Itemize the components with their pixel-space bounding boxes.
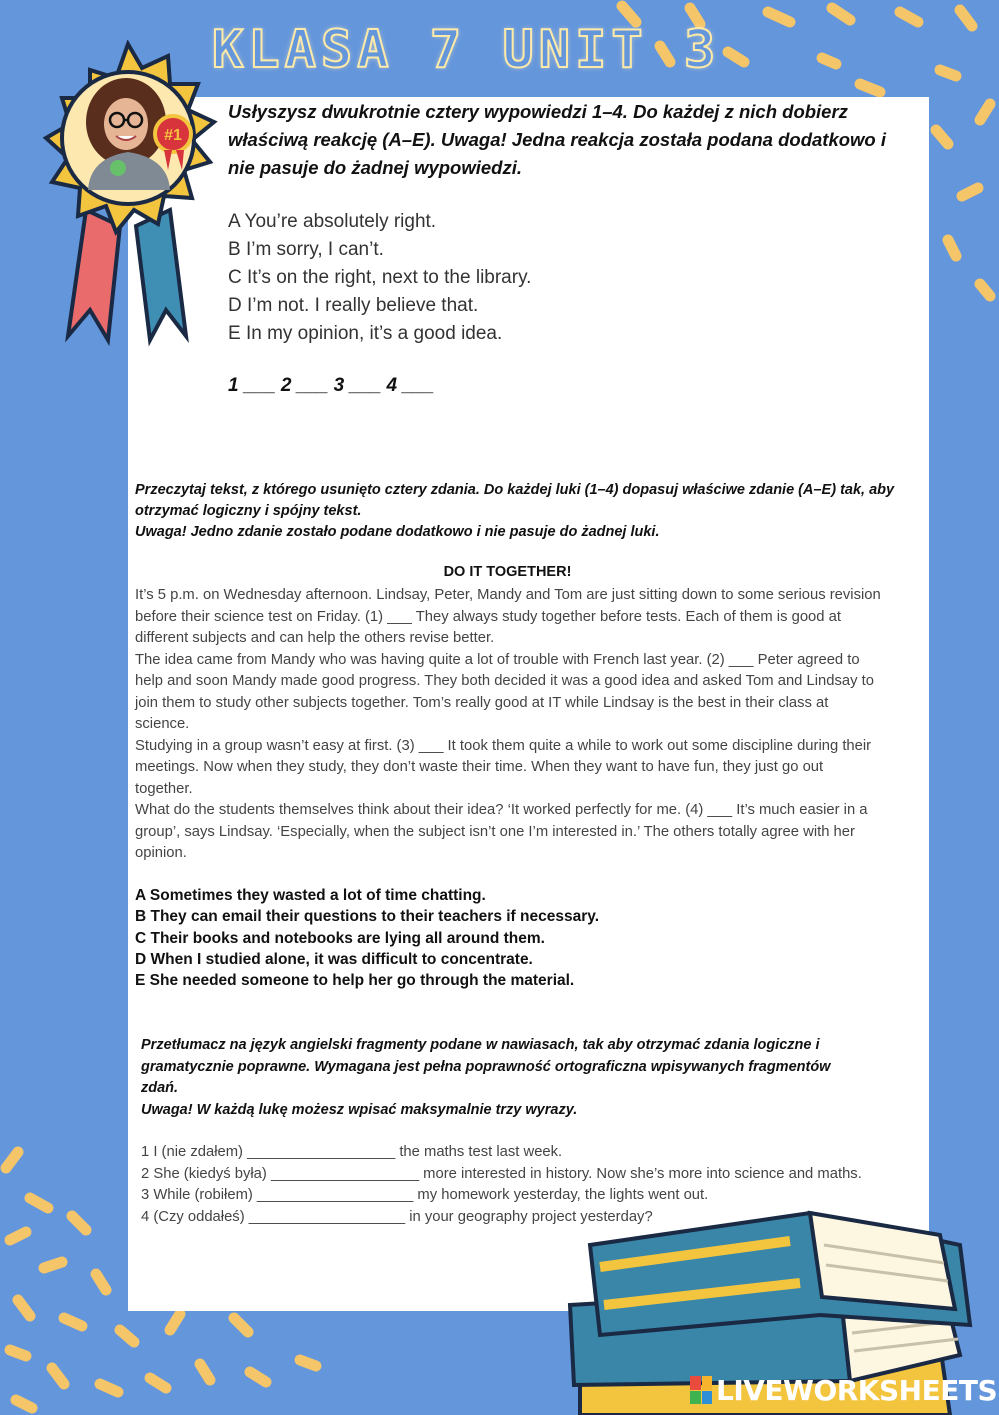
task2-option-a: A Sometimes they wasted a lot of time chatting.: [135, 887, 486, 904]
task2-option-e: E She needed someone to help her go through the material.: [135, 972, 575, 990]
story-paragraph-4: What do the students themselves think about their idea? ‘It worked perfectly for me. (4) ___ It’s much easier in a group’, says Lindsay. ‘Especially, when the subject isn’t one I’m interested in.’ The others totally agree with her opinion.: [135, 802, 868, 861]
story-title: DO IT TOGETHER!: [443, 564, 572, 580]
task2-instruction-note: Uwaga! Jedno zdanie zostało podane dodatkowo i nie pasuje do żadnej luki.: [135, 524, 660, 540]
task2-option-b: B They can email their questions to their teachers if necessary.: [135, 908, 600, 926]
story-text: [135, 585, 883, 865]
task1-instruction: Usłyszysz dwukrotnie cztery wypowiedzi 1–4. Do każdej z nich dobierz właściwą reakcję (A–E). Uwaga! Jedna reakcja została podana dodatkowo i nie pasuje do żadnej wypowiedzi.: [228, 101, 887, 178]
task3-instruction: [141, 1035, 871, 1121]
task1-option-d: D I’m not. I really believe that.: [228, 295, 479, 316]
task1-option-c: C It’s on the right, next to the library.: [228, 267, 532, 288]
task3-item-4[interactable]: 4 (Czy oddałeś) ___________________ in your geography project yesterday?: [141, 1209, 653, 1226]
task1-option-b: B I’m sorry, I can’t.: [228, 239, 384, 260]
task2-instruction: [135, 480, 895, 543]
task3-item-3[interactable]: 3 While (robiłem) ___________________ my homework yesterday, the lights went out.: [141, 1187, 709, 1204]
task1-option-a: A You’re absolutely right.: [228, 211, 437, 232]
task1-option-e: E In my opinion, it’s a good idea.: [228, 323, 503, 344]
task2-instruction-main: Przeczytaj tekst, z którego usunięto cztery zdania. Do każdej luki (1–4) dopasuj właściwe zdanie (A–E) tak, aby otrzymać logiczny i spójny tekst.: [135, 482, 895, 519]
task3-instruction-main: Przetłumacz na język angielski fragmenty podane w nawiasach, tak aby otrzymać zdania logiczne i gramatycznie poprawne. Wymagana jest pełna poprawność ortograficzna wpisywanych fragmentów zdań.: [141, 1037, 831, 1096]
story-paragraph-2: The idea came from Mandy who was having quite a lot of trouble with French last year. (2) ___ Peter agreed to help and soon Mandy made good progress. They both decided it was a good idea and asked Tom and Lindsay to join them to study other subjects together. Tom’s really good at IT while Lindsay is the best in their class at science.: [135, 651, 874, 732]
task2-options: [135, 885, 599, 991]
svg-text:#1: #1: [164, 127, 182, 144]
task2-option-c: C Their books and notebooks are lying all around them.: [135, 929, 545, 947]
task3-item-2[interactable]: 2 She (kiedyś była) __________________ more interested in history. Now she’s more into science and maths.: [141, 1165, 862, 1182]
task1-options: [228, 208, 531, 348]
brand-name: LIVEWORKSHEETS: [716, 1373, 998, 1407]
task2-option-d: D When I studied alone, it was difficult to concentrate.: [135, 950, 533, 968]
task1-answer-line[interactable]: 1 ___ 2 ___ 3 ___ 4 ___: [228, 375, 435, 396]
liveworksheets-icon: [690, 1376, 712, 1404]
story-paragraph-3: Studying in a group wasn’t easy at first. (3) ___ It took them quite a while to work out some discipline during their meetings. Now when they study, they don’t waste their time. When they want to have fun, they just go out together.: [135, 737, 872, 797]
task3-item-1[interactable]: 1 I (nie zdałem) __________________ the maths test last week.: [141, 1144, 563, 1160]
liveworksheets-logo[interactable]: [690, 1372, 997, 1408]
page-title: KLASA 7 UNIT 3: [212, 20, 721, 80]
award-badge-icon: [28, 40, 228, 360]
story-paragraph-1: It’s 5 p.m. on Wednesday afternoon. Lindsay, Peter, Mandy and Tom are just sitting down to some serious revision before their science test on Friday. (1) ___ They always study together before tests. Each of them is good at different subjects and can help the others revise better.: [135, 587, 881, 646]
task3-instruction-note: Uwaga! W każdą lukę możesz wpisać maksymalnie trzy wyrazy.: [141, 1101, 578, 1118]
